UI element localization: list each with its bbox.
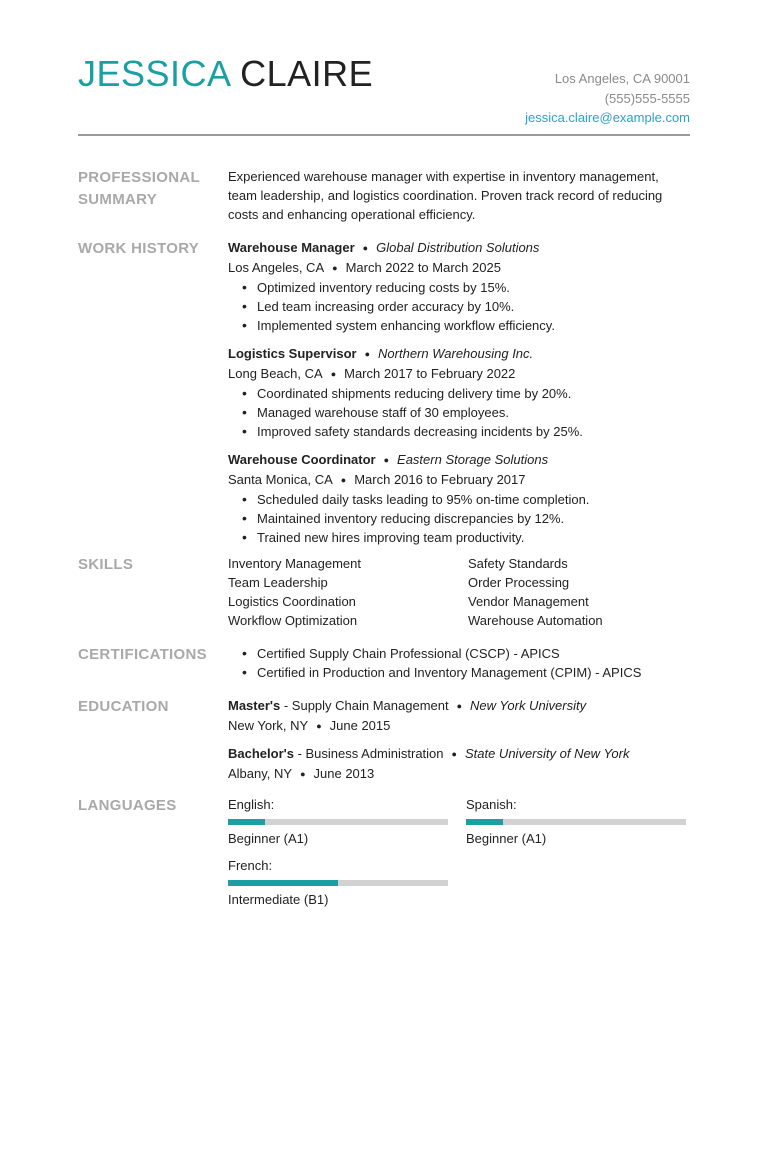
- education-meta-line: [228, 716, 690, 736]
- education-field: - Supply Chain Management: [280, 698, 449, 713]
- education-date: June 2013: [313, 766, 375, 781]
- education-school: State University of New York: [464, 746, 630, 761]
- contact-info: [525, 69, 690, 128]
- certification-item: • Certified in Production and Inventory Management (CPIM) - APICS: [228, 663, 690, 682]
- resume-page: [78, 0, 690, 907]
- job-bullets: [228, 278, 690, 335]
- job-bullets: [228, 490, 690, 547]
- separator-dot: ●: [332, 263, 338, 273]
- language-item: [228, 795, 448, 848]
- language-proficiency-bar: [228, 880, 448, 886]
- job-location: Long Beach, CA: [228, 366, 323, 381]
- job-entry: [228, 450, 690, 547]
- certifications-title: CERTIFICATIONS: [78, 646, 207, 663]
- language-level: Beginner (A1): [228, 831, 309, 846]
- certification-item: • Certified Supply Chain Professional (CSCP) - APICS: [228, 644, 690, 663]
- job-meta-line: [228, 258, 690, 278]
- job-title-line: [228, 450, 690, 470]
- education-degree: Bachelor's: [228, 746, 294, 761]
- separator-dot: ●: [300, 769, 306, 779]
- separator-dot: ●: [340, 475, 347, 485]
- languages-title: LANGUAGES: [78, 797, 177, 814]
- education-location: New York, NY: [228, 718, 309, 733]
- education-degree-line: [228, 696, 690, 716]
- education-title: EDUCATION: [78, 698, 169, 715]
- skills-grid: [228, 554, 690, 630]
- separator-dot: ●: [316, 721, 322, 731]
- separator-dot: ●: [451, 749, 457, 759]
- education-location: Albany, NY: [228, 766, 293, 781]
- summary-text: Experienced warehouse manager with expertise in inventory management, team leadership, and logistics coordination. Proven track record of reducing costs and enhancing operational efficiency.: [228, 169, 663, 222]
- language-item: [466, 795, 686, 848]
- job-title-line: [228, 344, 690, 364]
- skill-item: Vendor Management: [468, 594, 589, 609]
- language-level: Beginner (A1): [466, 831, 547, 846]
- job-role: Logistics Supervisor: [228, 346, 357, 361]
- job-bullet: • Improved safety standards decreasing incidents by 25%.: [228, 422, 690, 441]
- job-entry: [228, 238, 690, 335]
- education-school: New York University: [470, 698, 587, 713]
- skills-body: [228, 554, 690, 630]
- skill-item: Logistics Coordination: [228, 594, 356, 609]
- education-degree-line: [228, 744, 690, 764]
- job-bullet: • Led team increasing order accuracy by 10%.: [228, 297, 690, 316]
- job-meta-line: [228, 470, 690, 490]
- language-proficiency-fill: [228, 880, 338, 886]
- skill-item: Team Leadership: [228, 575, 328, 590]
- first-name: JESSICA: [78, 53, 230, 94]
- certification-list: [228, 644, 690, 682]
- job-company: Global Distribution Solutions: [376, 240, 540, 255]
- language-name: Spanish:: [466, 797, 517, 812]
- skill-item: Order Processing: [468, 575, 570, 590]
- separator-dot: ●: [456, 701, 463, 711]
- language-proficiency-fill: [228, 819, 265, 825]
- languages-body: [228, 795, 690, 909]
- languages-grid: [228, 795, 690, 909]
- resume-header: [78, 0, 690, 136]
- email-link[interactable]: jessica.claire@example.com: [525, 110, 690, 125]
- job-bullet: • Coordinated shipments reducing delivery time by 20%.: [228, 384, 690, 403]
- education-body: [228, 696, 690, 792]
- skill-item: Warehouse Automation: [468, 613, 603, 628]
- skill-item: Safety Standards: [468, 556, 568, 571]
- job-bullet: • Managed warehouse staff of 30 employees.: [228, 403, 690, 422]
- education-meta-line: [228, 764, 690, 784]
- separator-dot: ●: [362, 243, 369, 253]
- work-history-title: WORK HISTORY: [78, 240, 200, 257]
- job-location: Los Angeles, CA: [228, 260, 325, 275]
- job-dates: March 2017 to February 2022: [344, 366, 516, 381]
- skill-item: Inventory Management: [228, 556, 361, 571]
- job-bullet: • Trained new hires improving team productivity.: [228, 528, 690, 547]
- language-item: [228, 856, 448, 909]
- job-bullet: • Implemented system enhancing workflow efficiency.: [228, 316, 690, 335]
- job-title-line: [228, 238, 690, 258]
- job-company: Northern Warehousing Inc.: [378, 346, 534, 361]
- education-date: June 2015: [329, 718, 391, 733]
- phone: (555)555-5555: [604, 90, 690, 106]
- summary-body: [228, 167, 690, 224]
- language-proficiency-bar: [466, 819, 686, 825]
- separator-dot: ●: [364, 349, 371, 359]
- job-bullet: • Scheduled daily tasks leading to 95% on-time completion.: [228, 490, 690, 509]
- job-bullets: [228, 384, 690, 441]
- separator-dot: ●: [383, 455, 390, 465]
- language-name: English:: [228, 797, 275, 812]
- language-proficiency-bar: [228, 819, 448, 825]
- candidate-name: [78, 52, 373, 96]
- job-location: Santa Monica, CA: [228, 472, 333, 487]
- education-entry: [228, 744, 690, 784]
- separator-dot: ●: [330, 369, 337, 379]
- address: Los Angeles, CA 90001: [554, 71, 690, 86]
- certifications-body: [228, 644, 690, 682]
- education-entry: [228, 696, 690, 736]
- language-proficiency-fill: [466, 819, 503, 825]
- job-dates: March 2016 to February 2017: [354, 472, 526, 487]
- job-company: Eastern Storage Solutions: [397, 452, 549, 467]
- skill-item: Workflow Optimization: [228, 613, 358, 628]
- job-meta-line: [228, 364, 690, 384]
- education-field: - Business Administration: [293, 746, 444, 761]
- summary-title: PROFESSIONAL SUMMARY: [78, 169, 200, 208]
- job-dates: March 2022 to March 2025: [345, 260, 501, 275]
- job-bullet: • Maintained inventory reducing discrepancies by 12%.: [228, 509, 690, 528]
- language-name: French:: [228, 858, 273, 873]
- job-bullet: • Optimized inventory reducing costs by 15%.: [228, 278, 690, 297]
- work-history-body: [228, 238, 690, 556]
- education-degree: Master's: [228, 698, 281, 713]
- language-level: Intermediate (B1): [228, 892, 329, 907]
- last-name: CLAIRE: [240, 53, 374, 94]
- skills-title: SKILLS: [78, 556, 134, 573]
- job-role: Warehouse Coordinator: [228, 452, 376, 467]
- job-role: Warehouse Manager: [228, 240, 355, 255]
- job-entry: [228, 344, 690, 441]
